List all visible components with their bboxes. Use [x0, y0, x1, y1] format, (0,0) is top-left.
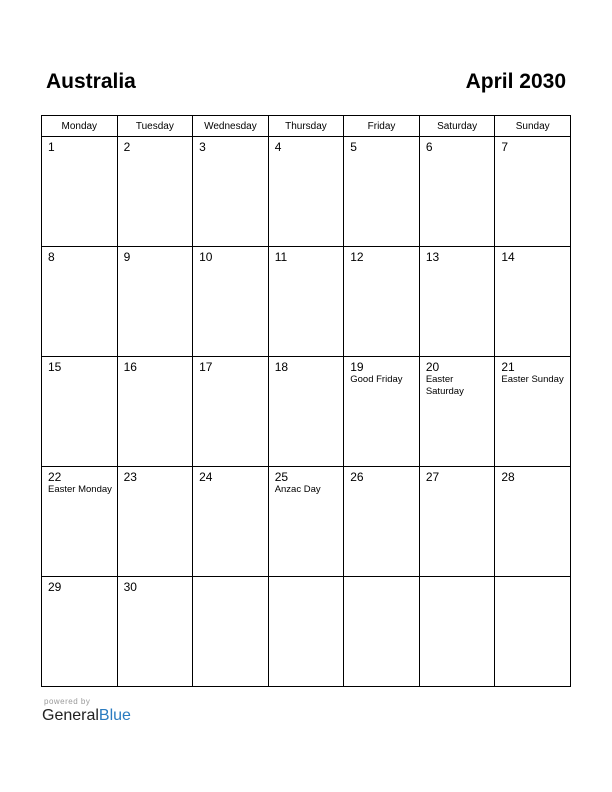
day-cell-content [420, 577, 495, 686]
day-number: 8 [48, 250, 55, 264]
day-cell-content [344, 247, 419, 356]
weekday-header: Thursday [268, 116, 344, 137]
day-number: 11 [274, 250, 288, 264]
day-cell [419, 357, 495, 467]
day-cell-content [118, 247, 193, 356]
day-cell [193, 357, 269, 467]
day-number: 9 [123, 250, 131, 264]
day-cell-content [42, 247, 117, 356]
day-number: 17 [199, 360, 213, 374]
day-number: 22 [48, 470, 62, 484]
day-cell-content [118, 467, 193, 576]
day-cell [419, 467, 495, 577]
day-cell [344, 467, 420, 577]
day-number: 5 [350, 140, 357, 154]
day-cell-content [495, 247, 570, 356]
day-number: 12 [350, 250, 364, 264]
weekday-header: Monday [42, 116, 118, 137]
day-cell [344, 357, 420, 467]
day-cell [117, 357, 193, 467]
day-cell [419, 577, 495, 687]
day-cell-content [118, 137, 193, 246]
holiday-label: Good Friday [350, 374, 403, 385]
day-cell [268, 247, 344, 357]
day-cell [344, 577, 420, 687]
day-cell-content [420, 247, 495, 356]
day-cell-content [420, 467, 495, 576]
weekday-header: Friday [344, 116, 420, 137]
day-number: 24 [199, 470, 213, 484]
holiday-label: Easter Monday [48, 484, 112, 495]
weekday-header: Sunday [495, 116, 571, 137]
month-title: April 2030 [465, 70, 566, 93]
brand-blue-text: Blue [98, 707, 131, 724]
day-number: 10 [199, 250, 213, 264]
day-cell-content [42, 137, 117, 246]
day-cell [117, 577, 193, 687]
day-cell [42, 577, 118, 687]
day-cell-content [495, 357, 570, 466]
week-row [42, 137, 571, 247]
day-cell [419, 137, 495, 247]
day-number: 20 [425, 360, 440, 374]
day-number: 3 [199, 140, 206, 154]
weekday-header: Wednesday [193, 116, 269, 137]
week-row [42, 357, 571, 467]
day-number: 19 [350, 360, 364, 374]
day-cell-content [269, 577, 344, 686]
day-cell-content [269, 467, 344, 576]
day-cell [268, 137, 344, 247]
day-number: 4 [274, 140, 282, 154]
day-cell-content [118, 357, 193, 466]
day-cell-content [193, 357, 268, 466]
day-cell-content [193, 467, 268, 576]
day-number: 13 [425, 250, 440, 264]
day-number: 28 [501, 470, 515, 484]
calendar-header [46, 70, 566, 100]
day-number: 21 [501, 360, 515, 374]
day-cell-content [193, 247, 268, 356]
day-cell-content [42, 577, 117, 686]
week-row [42, 577, 571, 687]
day-cell [268, 467, 344, 577]
day-number: 27 [425, 470, 440, 484]
day-number: 29 [48, 580, 62, 594]
day-cell [268, 577, 344, 687]
day-cell [344, 247, 420, 357]
day-cell-content [495, 467, 570, 576]
day-cell-content [118, 577, 193, 686]
weekday-header-row [42, 116, 571, 137]
day-number: 2 [123, 140, 131, 154]
day-cell-content [344, 577, 419, 686]
day-cell-content [344, 137, 419, 246]
day-cell [42, 357, 118, 467]
weekday-header: Tuesday [117, 116, 193, 137]
day-cell [42, 137, 118, 247]
day-cell [495, 357, 571, 467]
day-cell-content [495, 137, 570, 246]
day-cell-content [344, 467, 419, 576]
day-cell-content [420, 357, 495, 466]
day-cell [344, 137, 420, 247]
week-row [42, 467, 571, 577]
day-number: 1 [48, 140, 55, 154]
day-number: 15 [48, 360, 62, 374]
weekday-header: Saturday [419, 116, 495, 137]
day-cell-content [193, 137, 268, 246]
day-cell [193, 137, 269, 247]
day-cell [117, 247, 193, 357]
day-number: 7 [501, 140, 509, 154]
generalblue-logo [42, 707, 131, 725]
day-number: 25 [274, 470, 289, 484]
country-title: Australia [46, 70, 136, 93]
day-number: 14 [501, 250, 515, 264]
footer-branding [42, 697, 131, 725]
holiday-label: Easter Saturday [425, 374, 464, 397]
day-cell-content [269, 137, 344, 246]
day-number: 23 [123, 470, 137, 484]
day-cell [193, 247, 269, 357]
day-cell [495, 467, 571, 577]
powered-by-label: powered by [44, 697, 91, 706]
day-cell [268, 357, 344, 467]
day-cell-content [269, 247, 344, 356]
day-number: 26 [350, 470, 364, 484]
day-cell-content [269, 357, 344, 466]
day-cell [495, 247, 571, 357]
brand-general-text: General [42, 707, 99, 724]
day-number: 18 [274, 360, 289, 374]
day-cell [117, 137, 193, 247]
day-cell-content [420, 137, 495, 246]
week-row [42, 247, 571, 357]
day-cell-content [193, 577, 268, 686]
day-number: 16 [123, 360, 137, 374]
day-cell-content [495, 577, 570, 686]
day-cell [193, 467, 269, 577]
day-number: 30 [123, 580, 137, 594]
day-number: 6 [425, 140, 433, 154]
day-cell [495, 577, 571, 687]
day-cell [117, 467, 193, 577]
day-cell [495, 137, 571, 247]
day-cell [42, 467, 118, 577]
calendar-grid [41, 115, 571, 687]
holiday-label: Anzac Day [274, 484, 321, 495]
day-cell [42, 247, 118, 357]
holiday-label: Easter Sunday [501, 374, 564, 385]
day-cell-content [42, 357, 117, 466]
day-cell-content [42, 467, 117, 576]
day-cell [193, 577, 269, 687]
day-cell-content [344, 357, 419, 466]
day-cell [419, 247, 495, 357]
